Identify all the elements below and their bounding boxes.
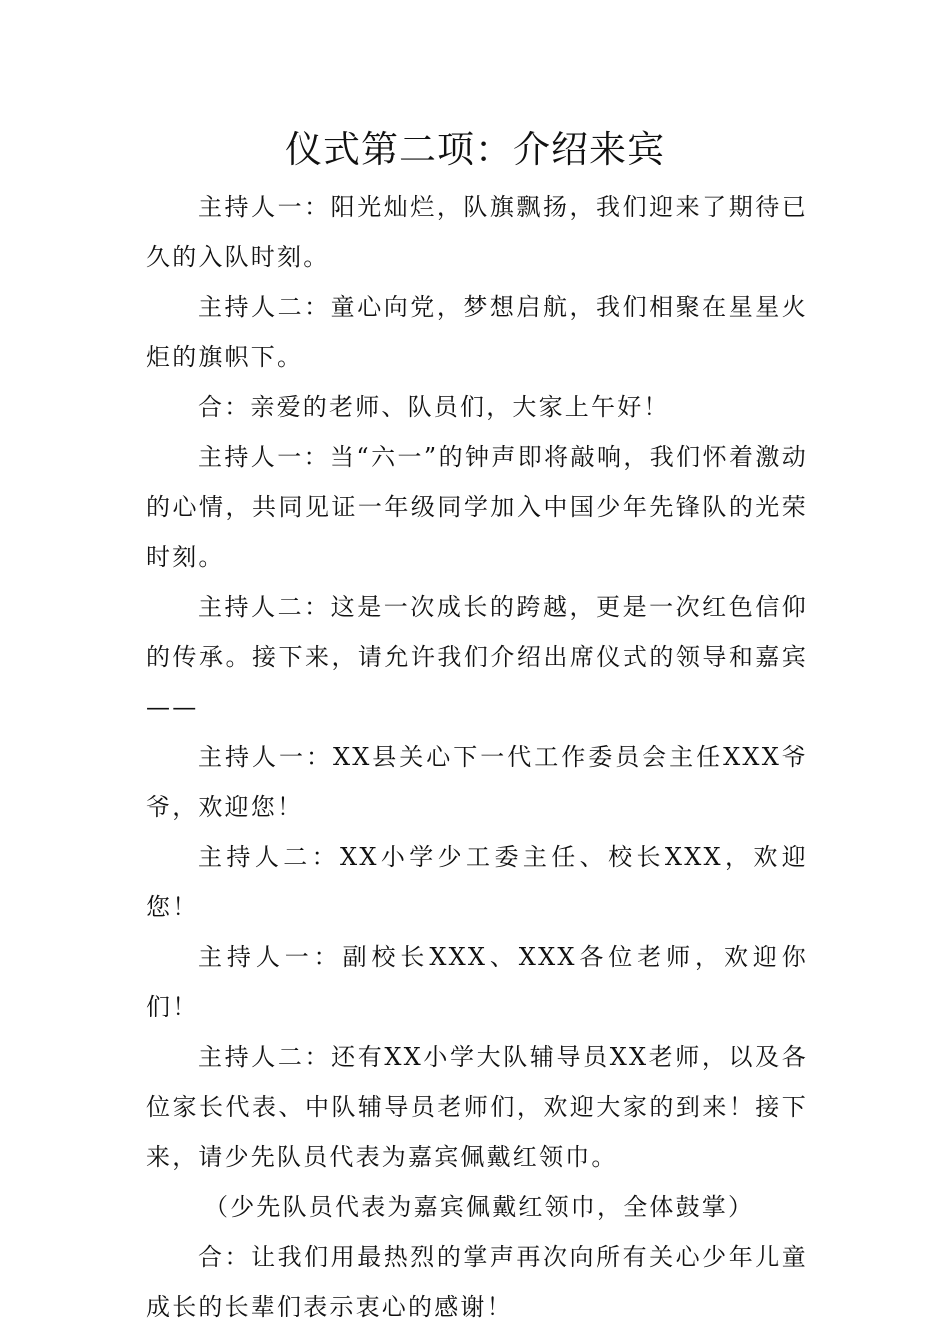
paragraph: 主持人二：XX小学少工委主任、校长XXX，欢迎您！ [146, 843, 808, 921]
paragraph: 主持人二：童心向党，梦想启航，我们相聚在星星火炬的旗帜下。 [146, 293, 808, 371]
paragraph: 合：让我们用最热烈的掌声再次向所有关心少年儿童成长的长辈们表示衷心的感谢！ [146, 1243, 808, 1321]
paragraph: 主持人一：副校长XXX、XXX各位老师，欢迎你们！ [146, 943, 808, 1021]
paragraph: 主持人一：阳光灿烂，队旗飘扬，我们迎来了期待已久的入队时刻。 [146, 193, 808, 271]
document-body [146, 182, 808, 1332]
paragraph: 主持人二：还有XX小学大队辅导员XX老师，以及各位家长代表、中队辅导员老师们，欢迎大家的到来！接下来，请少先队员代表为嘉宾佩戴红领巾。 [146, 1043, 808, 1171]
stage-direction: （少先队员代表为嘉宾佩戴红领巾，全体鼓掌） [204, 1193, 755, 1221]
paragraph: 合：亲爱的老师、队员们，大家上午好！ [198, 393, 670, 421]
document-title: 仪式第二项：介绍来宾 [285, 128, 665, 171]
paragraph: 主持人一：当“六一”的钟声即将敲响，我们怀着激动的心情，共同见证一年级同学加入中国少年先锋队的光荣时刻。 [146, 443, 808, 571]
paragraph: 主持人二：这是一次成长的跨越，更是一次红色信仰的传承。接下来，请允许我们介绍出席仪式的领导和嘉宾—— [146, 593, 808, 721]
paragraph: 主持人一：XX县关心下一代工作委员会主任XXX爷爷，欢迎您！ [146, 743, 808, 821]
